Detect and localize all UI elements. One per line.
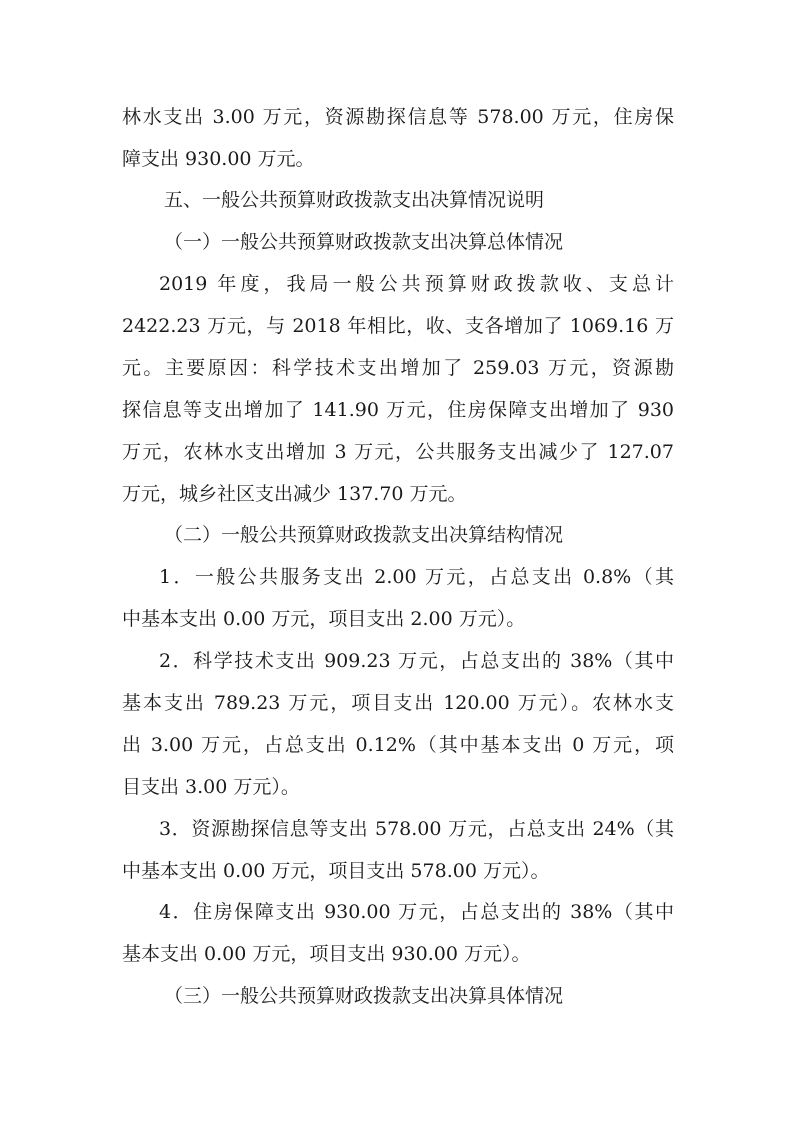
paragraph-line: 1．一般公共服务支出 2.00 万元，占总支出 0.8%（其 — [159, 566, 674, 588]
paragraph-line: 中基本支出 0.00 万元，项目支出 578.00 万元）。 — [122, 860, 550, 882]
paragraph-line: 2019 年度，我局一般公共预算财政拨款收、支总计 — [159, 273, 674, 295]
paragraph-line: 目支出 3.00 万元）。 — [122, 776, 300, 798]
section-heading: 五、一般公共预算财政拨款支出决算情况说明 — [164, 189, 545, 211]
paragraph-line: 探信息等支出增加了 141.90 万元，住房保障支出增加了 930 — [122, 399, 674, 421]
paragraph-line: 基本支出 789.23 万元，项目支出 120.00 万元）。农林水支 — [122, 692, 674, 714]
subsection-heading: （二）一般公共预算财政拨款支出决算结构情况 — [164, 524, 564, 546]
subsection-heading: （三）一般公共预算财政拨款支出决算具体情况 — [164, 985, 564, 1007]
paragraph-line: 3．资源勘探信息等支出 578.00 万元，占总支出 24%（其 — [159, 818, 674, 840]
paragraph-line: 2．科学技术支出 909.23 万元，占总支出的 38%（其中 — [159, 650, 674, 672]
subsection-heading: （一）一般公共预算财政拨款支出决算总体情况 — [164, 231, 564, 253]
paragraph-line: 出 3.00 万元，占总支出 0.12%（其中基本支出 0 万元，项 — [122, 734, 674, 756]
paragraph-line: 障支出 930.00 万元。 — [122, 148, 315, 170]
paragraph-line: 万元，城乡社区支出减少 137.70 万元。 — [122, 483, 467, 505]
paragraph-line: 元。主要原因：科学技术支出增加了 259.03 万元，资源勘 — [122, 357, 674, 379]
paragraph-line: 林水支出 3.00 万元，资源勘探信息等 578.00 万元，住房保 — [122, 106, 674, 128]
paragraph-line: 中基本支出 0.00 万元，项目支出 2.00 万元）。 — [122, 608, 526, 630]
paragraph-line: 2422.23 万元，与 2018 年相比，收、支各增加了 1069.16 万 — [122, 315, 674, 337]
paragraph-line: 4．住房保障支出 930.00 万元，占总支出的 38%（其中 — [159, 901, 674, 923]
paragraph-line: 基本支出 0.00 万元，项目支出 930.00 万元）。 — [122, 943, 531, 965]
paragraph-line: 万元，农林水支出增加 3 万元，公共服务支出减少了 127.07 — [122, 441, 674, 463]
